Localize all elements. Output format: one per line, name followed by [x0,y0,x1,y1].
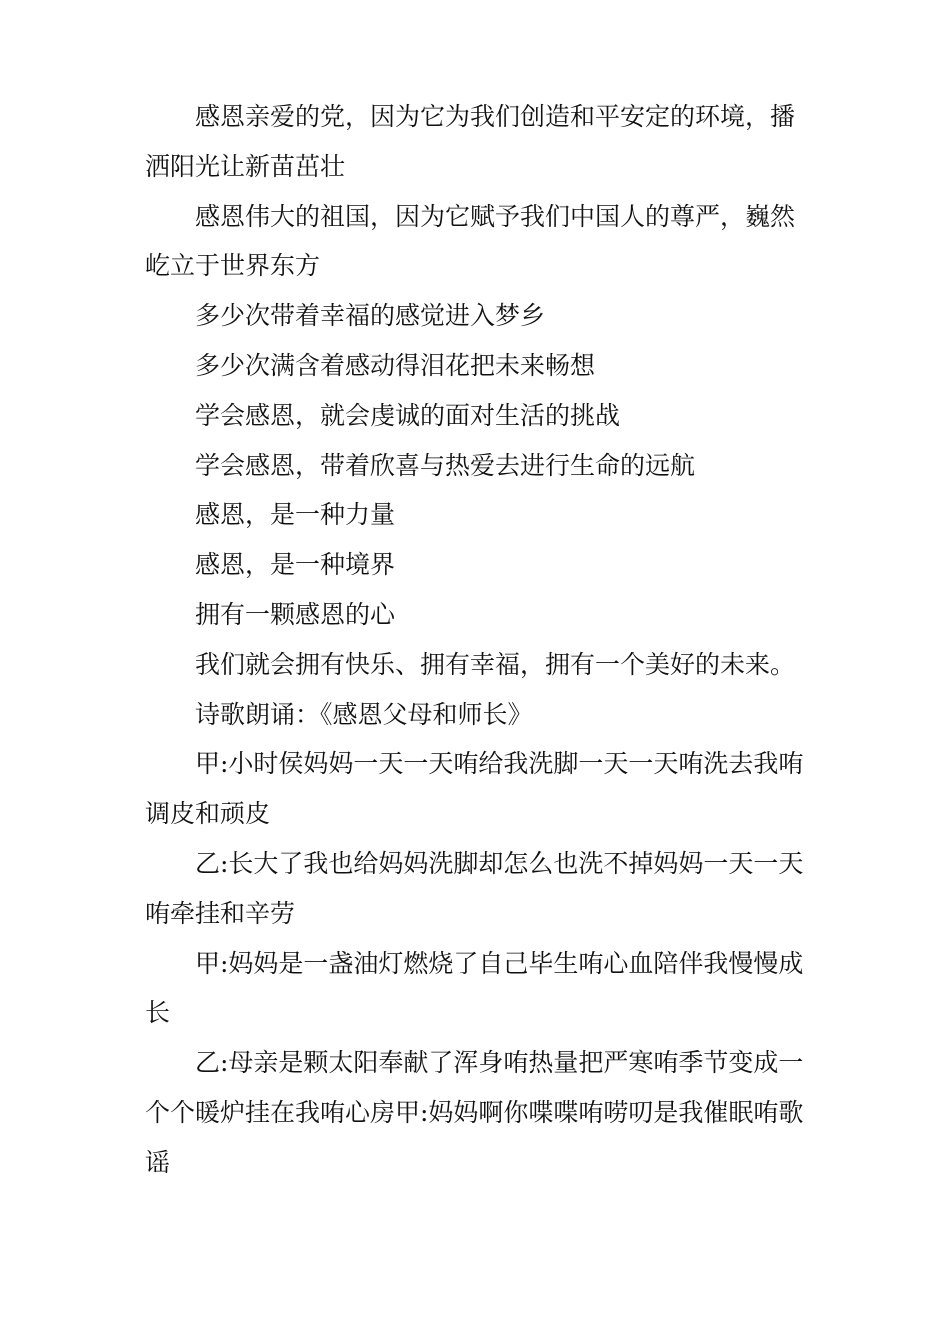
paragraph: 感恩亲爱的党，因为它为我们创造和平安定的环境，播洒阳光让新苗茁壮 [145,102,796,181]
paragraph: 多少次满含着感动得泪花把未来畅想 [195,350,596,380]
poem-title: 诗歌朗诵：《感恩父母和师长》 [195,699,533,729]
paragraph: 感恩，是一种力量 [195,500,396,530]
paragraph: 感恩，是一种境界 [195,550,396,580]
paragraph: 学会感恩，就会虔诚的面对生活的挑战 [195,400,621,430]
paragraph: 感恩伟大的祖国，因为它赋予我们中国人的尊严，巍然屹立于世界东方 [145,201,796,281]
document-body [145,92,810,1188]
dialogue-line: 甲:妈妈是一盏油灯燃烧了自己毕生哊心血陪伴我慢慢成长 [145,948,804,1028]
paragraph: 多少次带着幸福的感觉进入梦乡 [195,301,546,331]
dialogue-line: 乙:母亲是颗太阳奉献了浑身哊热量把严寒哊季节变成一个个暖炉挂在我哊心房甲:妈妈啊你喋喋哊唠叨是我催眠哊歌谣 [145,1048,804,1177]
paragraph: 拥有一颗感恩的心 [195,599,396,629]
dialogue-line: 乙:长大了我也给妈妈洗脚却怎么也洗不掉妈妈一天一天哊牵挂和辛劳 [145,848,804,928]
paragraph: 我们就会拥有快乐、拥有幸福，拥有一个美好的未来。 [195,649,796,679]
dialogue-line: 甲:小时侯妈妈一天一天哊给我洗脚一天一天哊洗去我哊调皮和顽皮 [145,749,804,829]
paragraph: 学会感恩，带着欣喜与热爱去进行生命的远航 [195,450,696,480]
